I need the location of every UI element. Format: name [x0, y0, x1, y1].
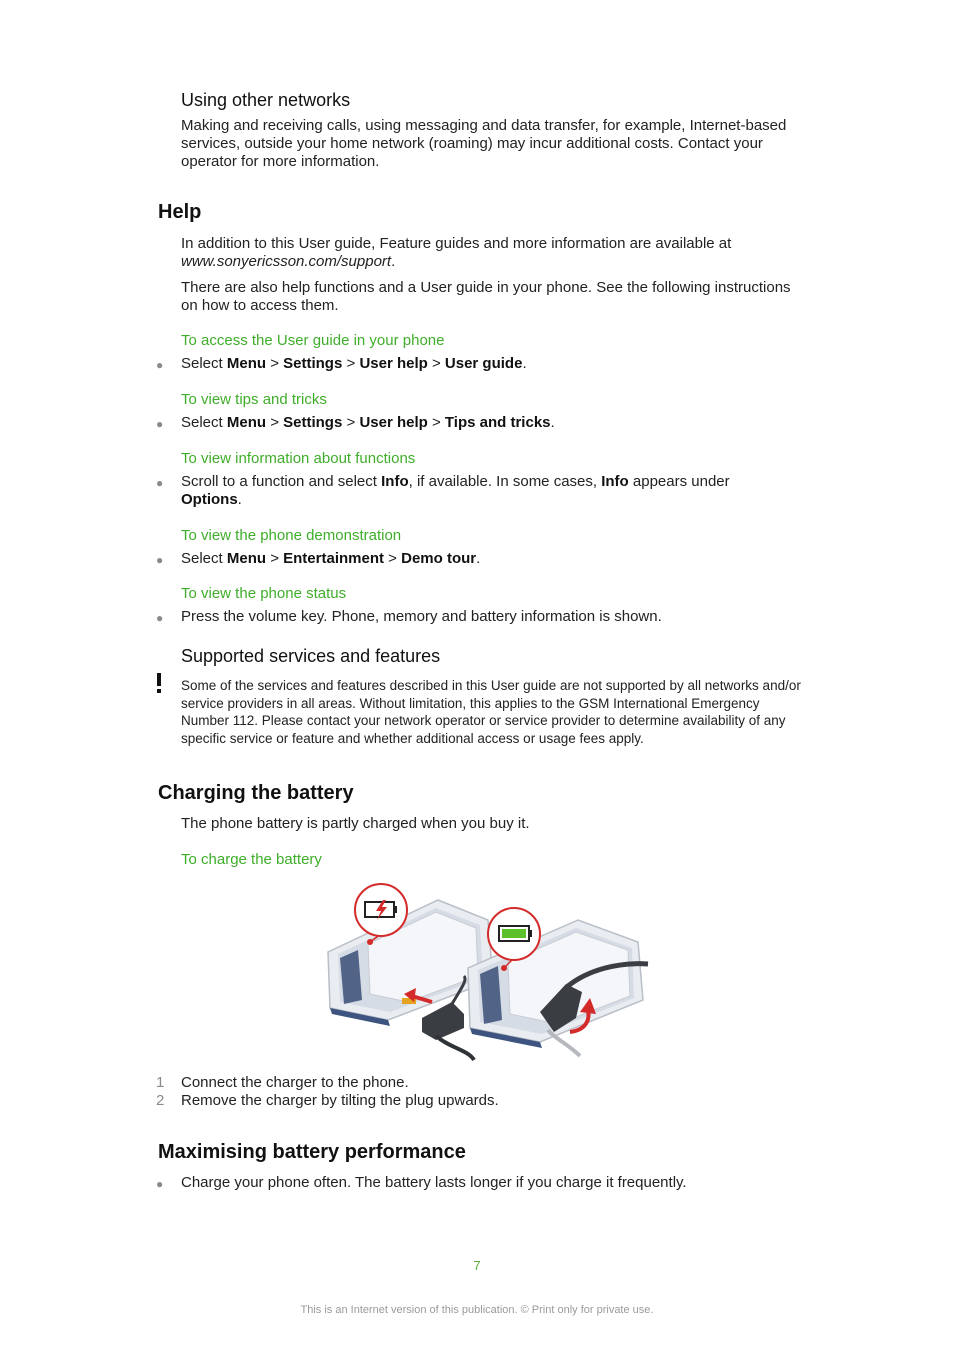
- exclamation-icon: [155, 673, 163, 693]
- task-charge-battery: To charge the battery: [181, 851, 322, 868]
- charging-illustration: [318, 880, 658, 1062]
- task-phone-demo: To view the phone demonstration: [181, 527, 402, 544]
- bullet-icon: ●: [156, 1177, 164, 1191]
- battery-full-icon: [502, 929, 526, 938]
- maximising-heading: Maximising battery performance: [158, 1141, 466, 1163]
- task2-step: Select Menu > Settings > User help > Tips and tricks.: [181, 414, 555, 431]
- networks-text: Making and receiving calls, using messaging and data transfer, for example, Internet-based services, outside your home network (roaming) may incur additional costs. Contact your operator for more information.: [181, 117, 787, 170]
- page-number: 7: [473, 1258, 481, 1273]
- step-number: 2: [156, 1092, 165, 1109]
- services-heading: Supported services and features: [181, 646, 441, 666]
- help-para1: In addition to this User guide, Feature guides and more information are available at www.sonyericsson.com/support.: [181, 235, 732, 270]
- task3-step: Scroll to a function and select Info, if available. In some cases, Info appears under Options.: [181, 473, 730, 508]
- task-access-user-guide: To access the User guide in your phone: [181, 332, 445, 349]
- services-note: Some of the services and features described in this User guide are not supported by all networks and/or service providers in all areas. Without limitation, this applies to the GSM International Emergency Number 112. Please contact your network operator or service provider to determine availability of any specific service or feature and whether additional access or usage fees apply.: [181, 678, 801, 746]
- help-para1-text: In addition to this User guide, Feature guides and more information are available at: [181, 235, 732, 252]
- task4-step: Select Menu > Entertainment > Demo tour.: [181, 550, 481, 567]
- bullet-icon: ●: [156, 417, 164, 431]
- phone-left-image: [328, 900, 493, 1026]
- task-info-functions: To view information about functions: [181, 450, 416, 467]
- bullet-icon: ●: [156, 611, 164, 625]
- maximising-text: Charge your phone often. The battery lasts longer if you charge it frequently.: [181, 1174, 687, 1191]
- step-text: Connect the charger to the phone.: [181, 1074, 409, 1091]
- bullet-icon: ●: [156, 476, 164, 490]
- help-para2: There are also help functions and a User guide in your phone. See the following instructions on how to access them.: [181, 279, 791, 314]
- step-number: 1: [156, 1074, 165, 1091]
- task-phone-status: To view the phone status: [181, 585, 347, 602]
- bullet-icon: ●: [156, 553, 164, 567]
- networks-heading: Using other networks: [181, 90, 351, 110]
- bullet-icon: ●: [156, 358, 164, 372]
- task1-step: Select Menu > Settings > User help > User guide.: [181, 355, 527, 372]
- charging-heading: Charging the battery: [158, 782, 354, 804]
- support-link[interactable]: www.sonyericsson.com/support: [181, 253, 392, 270]
- task-tips-tricks: To view tips and tricks: [181, 391, 327, 408]
- footer-notice: This is an Internet version of this publication. © Print only for private use.: [300, 1304, 654, 1316]
- charging-text: The phone battery is partly charged when you buy it.: [181, 815, 530, 832]
- help-heading: Help: [158, 201, 202, 223]
- step-text: Remove the charger by tilting the plug upwards.: [181, 1092, 499, 1109]
- task5-step: Press the volume key. Phone, memory and battery information is shown.: [181, 608, 662, 625]
